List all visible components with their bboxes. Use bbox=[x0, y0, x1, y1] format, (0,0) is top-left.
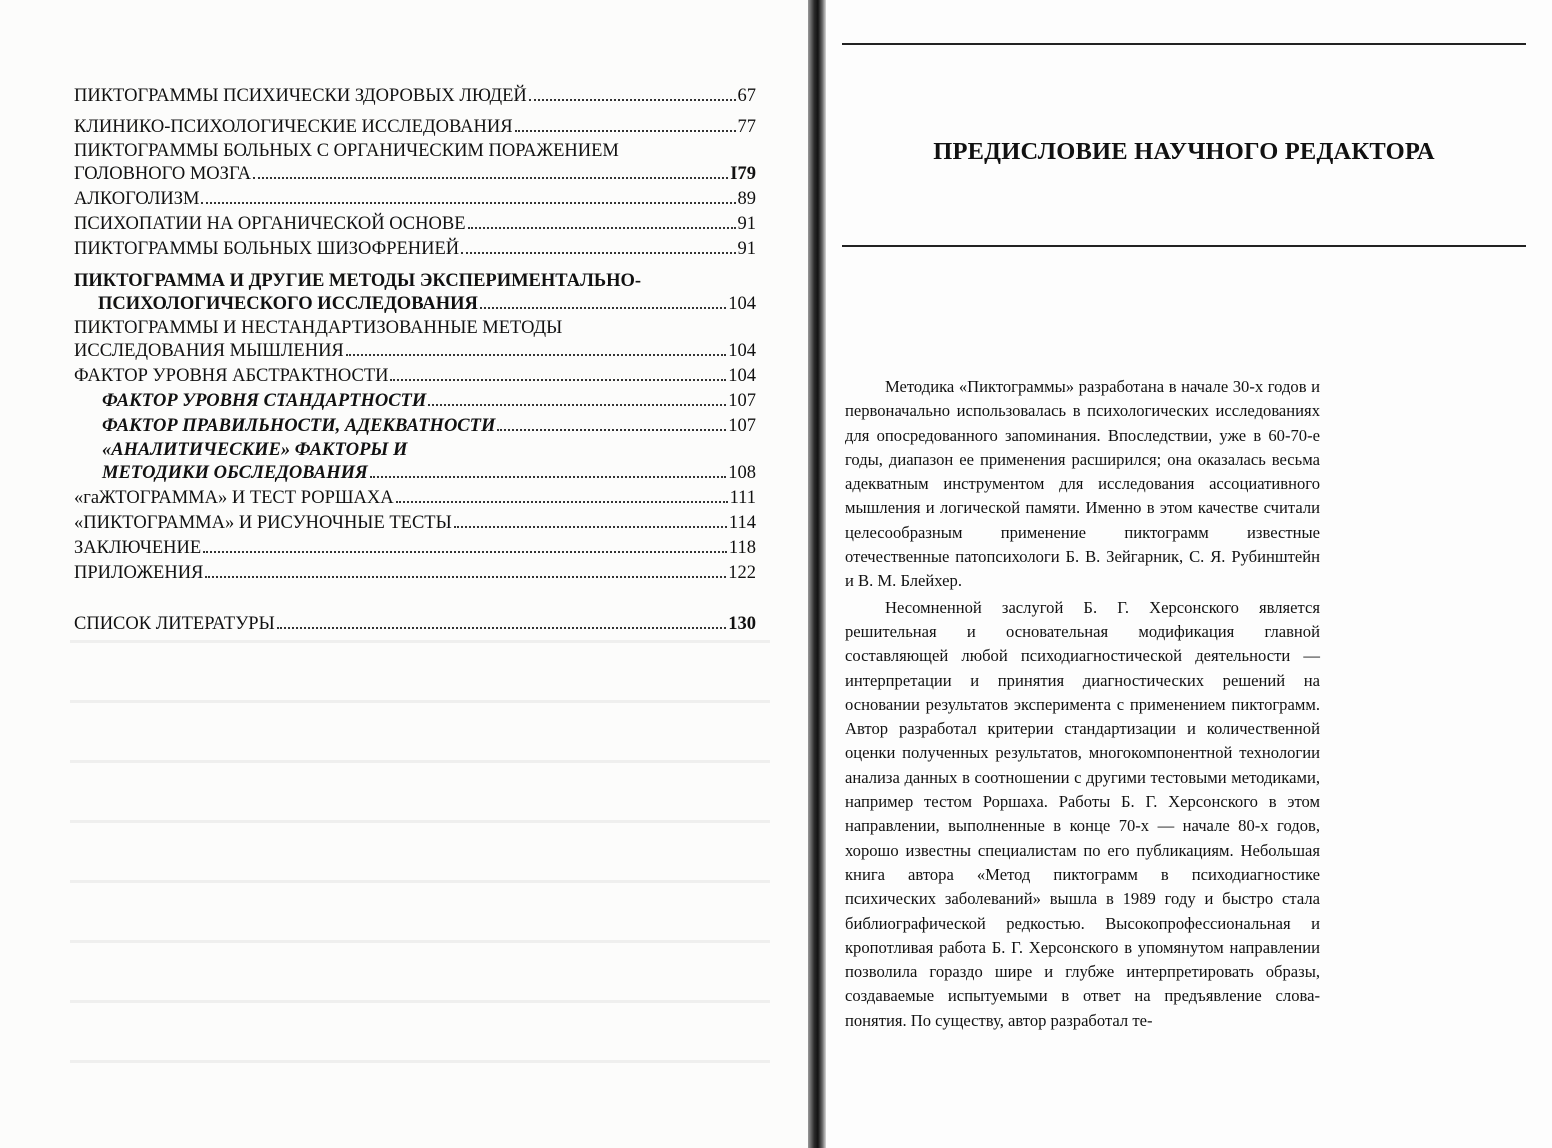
top-rule bbox=[842, 43, 1526, 45]
toc-entry-title: ИССЛЕДОВАНИЯ МЫШЛЕНИЯ bbox=[74, 341, 344, 361]
bleed-through-line bbox=[70, 1060, 770, 1063]
toc-leader-dots bbox=[480, 307, 726, 309]
toc-entry-title: ФАКТОР УРОВНЯ СТАНДАРТНОСТИ bbox=[102, 391, 427, 411]
toc-entry[interactable] bbox=[74, 486, 756, 511]
toc-leader-dots bbox=[201, 202, 735, 204]
toc-entry[interactable] bbox=[74, 187, 756, 212]
toc-entry-title: ПИКТОГРАММЫ БОЛЬНЫХ С ОРГАНИЧЕСКИМ ПОРАЖЕНИЕМ bbox=[74, 141, 619, 161]
toc-entry-title: ПРИЛОЖЕНИЯ bbox=[74, 563, 204, 583]
toc-entry-title: «ПИКТОГРАММА» И РИСУНОЧНЫЕ ТЕСТЫ bbox=[74, 513, 452, 533]
preface-body bbox=[845, 375, 1320, 1033]
toc-leader-dots bbox=[253, 177, 728, 179]
table-of-contents bbox=[74, 84, 756, 637]
toc-entry[interactable] bbox=[74, 115, 756, 140]
toc-entry[interactable] bbox=[74, 162, 756, 187]
paragraph: Несомненной заслугой Б. Г. Херсонского является решительная и основательная модификация главной составляющей любой психодиагностической деятельности — интерпретации и принятия диагностических решений на основании результатов эксперимента с применением пиктограмм. Автор разработал критерии стандартизации и количественной оценки полученных результатов, многокомпонентной технологии анализа данных в соотношении с другими тестовыми методиками, например тестом Роршаха. Работы Б. Г. Херсонского в этом направлении, выполненные в конце 70-х — начале 80-х годов, хорошо известны специалистам по его публикациям. Небольшая книга автора «Метод пиктограмм в психодиагностике психических заболеваний» вышла в 1989 году и быстро стала библиографической редкостью. Высокопрофессиональная и кропотливая работа Б. Г. Херсонского в упомянутом направлении позволила гораздо шире и глубже интерпретировать образы, создаваемые испытуемыми в ответ на предъявление слова-понятия. По существу, автор разработал те- bbox=[845, 597, 1320, 1030]
toc-leader-dots bbox=[390, 379, 726, 381]
toc-entry[interactable] bbox=[74, 212, 756, 237]
toc-entry-page: 91 bbox=[737, 239, 756, 259]
toc-leader-dots bbox=[346, 354, 726, 356]
toc-entry-page: 107 bbox=[728, 391, 756, 411]
toc-entry-page: 67 bbox=[737, 86, 756, 106]
toc-entry-title: ФАКТОР УРОВНЯ АБСТРАКТНОСТИ bbox=[74, 366, 389, 386]
toc-entry[interactable] bbox=[74, 84, 756, 109]
toc-entry-title: ПСИХОПАТИИ НА ОРГАНИЧЕСКОЙ ОСНОВЕ bbox=[74, 214, 466, 234]
toc-entry-page: 118 bbox=[728, 538, 756, 558]
toc-entry-line1[interactable] bbox=[74, 140, 756, 162]
toc-leader-dots bbox=[203, 551, 727, 553]
toc-entry-page: 89 bbox=[737, 189, 756, 209]
toc-entry-line1[interactable] bbox=[74, 317, 756, 339]
toc-entry-page: 114 bbox=[728, 513, 756, 533]
toc-leader-dots bbox=[468, 227, 736, 229]
bleed-through-line bbox=[70, 640, 770, 643]
toc-entry[interactable] bbox=[74, 389, 756, 414]
toc-leader-dots bbox=[515, 130, 736, 132]
toc-entry[interactable] bbox=[74, 237, 756, 262]
toc-entry-title: КЛИНИКО-ПСИХОЛОГИЧЕСКИЕ ИССЛЕДОВАНИЯ bbox=[74, 117, 513, 137]
toc-entry[interactable] bbox=[74, 364, 756, 389]
toc-entry-page: 122 bbox=[728, 563, 756, 583]
toc-leader-dots bbox=[396, 501, 728, 503]
bleed-through-line bbox=[70, 760, 770, 763]
toc-entry[interactable] bbox=[74, 339, 756, 364]
toc-entry-title: ПИКТОГРАММЫ И НЕСТАНДАРТИЗОВАННЫЕ МЕТОДЫ bbox=[74, 318, 563, 338]
toc-entry-title: МЕТОДИКИ ОБСЛЕДОВАНИЯ bbox=[102, 463, 368, 483]
toc-entry-page: 91 bbox=[737, 214, 756, 234]
toc-entry[interactable] bbox=[74, 536, 756, 561]
toc-entry-page: 111 bbox=[729, 488, 756, 508]
toc-entry-page: 104 bbox=[728, 341, 756, 361]
toc-entry-page: 130 bbox=[728, 614, 756, 634]
toc-entry-title: ПСИХОЛОГИЧЕСКОГО ИССЛЕДОВАНИЯ bbox=[98, 294, 478, 314]
toc-leader-dots bbox=[277, 627, 727, 629]
heading-bottom-rule bbox=[842, 245, 1526, 247]
toc-leader-dots bbox=[370, 476, 726, 478]
toc-entry-page: 104 bbox=[728, 366, 756, 386]
toc-leader-dots bbox=[205, 576, 726, 578]
bleed-through-line bbox=[70, 820, 770, 823]
toc-entry[interactable] bbox=[74, 561, 756, 586]
toc-entry-line1[interactable] bbox=[74, 270, 756, 292]
toc-entry-title: ПИКТОГРАММЫ БОЛЬНЫХ ШИЗОФРЕНИЕЙ bbox=[74, 239, 460, 259]
toc-entry[interactable] bbox=[74, 511, 756, 536]
bleed-through-line bbox=[70, 1000, 770, 1003]
page-title: ПРЕДИСЛОВИЕ НАУЧНОГО РЕДАКТОРА bbox=[933, 138, 1435, 165]
toc-entry-page: 104 bbox=[728, 294, 756, 314]
bleed-through-line bbox=[70, 700, 770, 703]
toc-entry-title: «АНАЛИТИЧЕСКИЕ» ФАКТОРЫ И bbox=[102, 440, 408, 460]
toc-leader-dots bbox=[529, 99, 736, 101]
bleed-through-line bbox=[70, 940, 770, 943]
toc-entry[interactable] bbox=[74, 461, 756, 486]
toc-entry-line1[interactable] bbox=[74, 439, 756, 461]
book-spine-shadow bbox=[808, 0, 826, 1148]
toc-leader-dots bbox=[428, 404, 726, 406]
toc-entry-title: ПИКТОГРАММА И ДРУГИЕ МЕТОДЫ ЭКСПЕРИМЕНТАЛЬНО- bbox=[74, 271, 642, 291]
toc-entry-title: ПИКТОГРАММЫ ПСИХИЧЕСКИ ЗДОРОВЫХ ЛЮДЕЙ bbox=[74, 86, 527, 106]
toc-entry[interactable] bbox=[74, 292, 756, 317]
toc-leader-dots bbox=[454, 526, 727, 528]
toc-entry-title: ЗАКЛЮЧЕНИЕ bbox=[74, 538, 202, 558]
toc-entry-title: СПИСОК ЛИТЕРАТУРЫ bbox=[74, 614, 275, 634]
toc-leader-dots bbox=[497, 429, 726, 431]
toc-entry-page: 77 bbox=[737, 117, 756, 137]
toc-entry[interactable] bbox=[74, 414, 756, 439]
toc-leader-dots bbox=[461, 252, 735, 254]
toc-entry-title: АЛКОГОЛИЗМ bbox=[74, 189, 200, 209]
toc-entry-title: «гаЖТОГРАММА» И ТЕСТ РОРШАХА bbox=[74, 488, 394, 508]
paragraph: Методика «Пиктограммы» разработана в начале 30-х годов и первоначально использовалась в психологических исследованиях для опосредованного запоминания. Впоследствии, уже в 60-70-е годы, диапазон ее применения расширился; она оказалась весьма адекватным инструментом для исследования ассоциативного мышления и логической памяти. Именно в этом качестве считали целесообразным применение пиктограмм известные отечественные патопсихологи Б. В. Зейгарник, С. Я. Рубинштейн и В. М. Блейхер. bbox=[845, 377, 1320, 591]
toc-entry-page: 108 bbox=[728, 463, 756, 483]
bleed-through-line bbox=[70, 880, 770, 883]
toc-entry-title: ФАКТОР ПРАВИЛЬНОСТИ, АДЕКВАТНОСТИ bbox=[102, 416, 496, 436]
toc-entry-page: І79 bbox=[730, 164, 756, 184]
toc-entry[interactable] bbox=[74, 612, 756, 637]
toc-entry-title: ГОЛОВНОГО МОЗГА bbox=[74, 164, 251, 184]
toc-entry-page: 107 bbox=[728, 416, 756, 436]
